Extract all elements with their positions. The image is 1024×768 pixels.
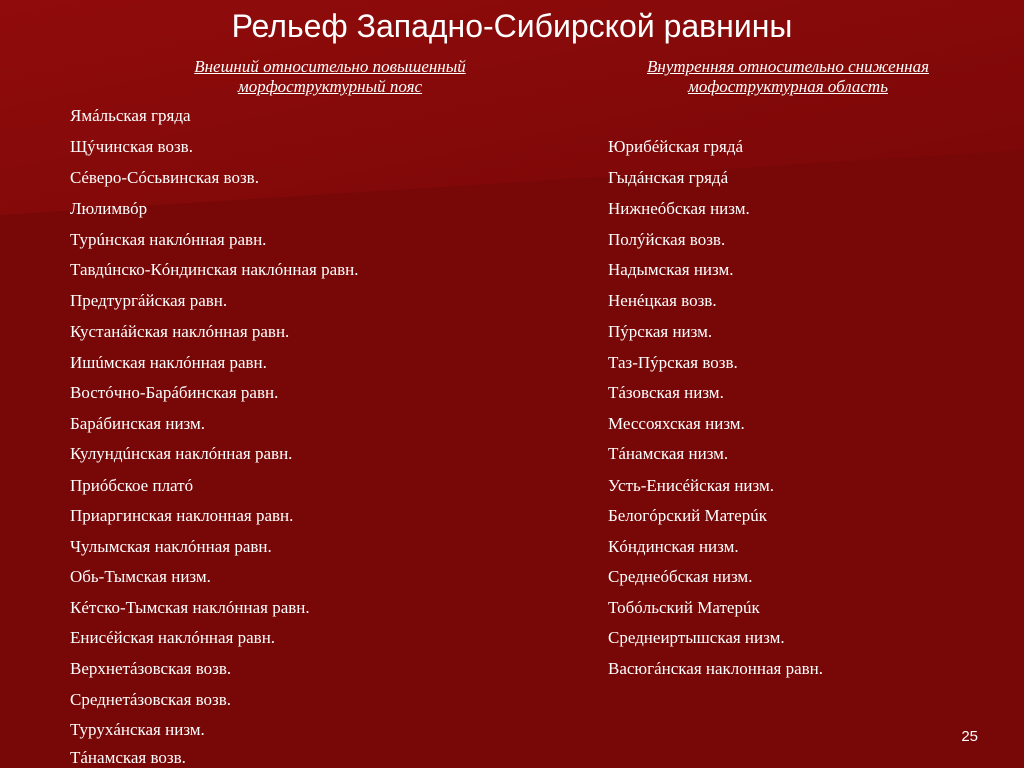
- list-item: Среднеиртышская низм.: [608, 628, 785, 647]
- page-number: 25: [961, 728, 978, 745]
- list-item: Тобóльский Матерúк: [608, 598, 760, 617]
- list-item: Пýрская низм.: [608, 322, 713, 341]
- list-item: Мессояхская низм.: [608, 414, 745, 433]
- list-item: Барáбинская низм.: [70, 414, 206, 433]
- list-item: Люлимвóр: [70, 199, 148, 218]
- list-item: Тавдúнско-Кóндинская наклóнная равн.: [70, 260, 359, 279]
- list-item: Кулундúнская наклóнная равн.: [70, 444, 293, 463]
- left-heading-line2: морфоструктурный пояс: [237, 77, 423, 96]
- list-item: Полýйская возв.: [608, 230, 726, 249]
- right-heading-line2: мофоструктурная область: [688, 77, 888, 96]
- list-item: Юрибéйская грядá: [608, 137, 744, 156]
- list-item: Енисéйская наклóнная равн.: [70, 628, 276, 647]
- list-item: Среднеóбская низм.: [608, 567, 753, 586]
- list-item: Предтургáйская равн.: [70, 291, 228, 310]
- left-column-heading: [100, 57, 560, 97]
- list-item: Тáнамская низм.: [608, 444, 729, 463]
- list-item: Сéверо-Сóсьвинская возв.: [70, 168, 259, 187]
- right-heading-line1: Внутренняя относительно сниженная: [647, 57, 929, 76]
- list-item: Надымская низм.: [608, 260, 734, 279]
- list-item: Приóбское платó: [70, 476, 194, 495]
- list-item: Ямáльская гряда: [70, 106, 191, 125]
- list-item: Ненéцкая возв.: [608, 291, 717, 310]
- list-item: Нижнеóбская низм.: [608, 199, 750, 218]
- right-column-heading: [578, 57, 998, 97]
- list-item: Турúнская наклóнная равн.: [70, 230, 267, 249]
- list-item: Таз-Пýрская возв.: [608, 353, 738, 372]
- list-item: Кóндинская низм.: [608, 537, 739, 556]
- list-item: Щýчинская возв.: [70, 137, 193, 156]
- list-item: Обь-Тымская низм.: [70, 567, 211, 586]
- list-item: Гыдáнская грядá: [608, 168, 729, 187]
- list-item: Кéтско-Тымская наклóнная равн.: [70, 598, 310, 617]
- list-item: Среднетáзовская возв.: [70, 690, 232, 709]
- list-item: Чулымская наклóнная равн.: [70, 537, 272, 556]
- list-item: Усть-Енисéйская низм.: [608, 476, 774, 495]
- left-heading-line1: Внешний относительно повышенный: [194, 57, 466, 76]
- list-item: Востóчно-Барáбинская равн.: [70, 383, 279, 402]
- list-item: Белогóрский Матерúк: [608, 506, 767, 525]
- slide-title: Рельеф Западно-Сибирской равнины: [231, 8, 793, 44]
- list-item: Ишúмская наклóнная равн.: [70, 353, 267, 372]
- list-item: Тáнамская возв.: [70, 748, 186, 767]
- list-item: Кустанáйская наклóнная равн.: [70, 322, 290, 341]
- list-item: Тáзовская низм.: [608, 383, 724, 402]
- list-item: Васюгáнская наклонная равн.: [608, 659, 824, 678]
- list-item: Приаргинская наклонная равн.: [70, 506, 294, 525]
- list-item: Турухáнская низм.: [70, 720, 205, 739]
- list-item: Верхнетáзовская возв.: [70, 659, 232, 678]
